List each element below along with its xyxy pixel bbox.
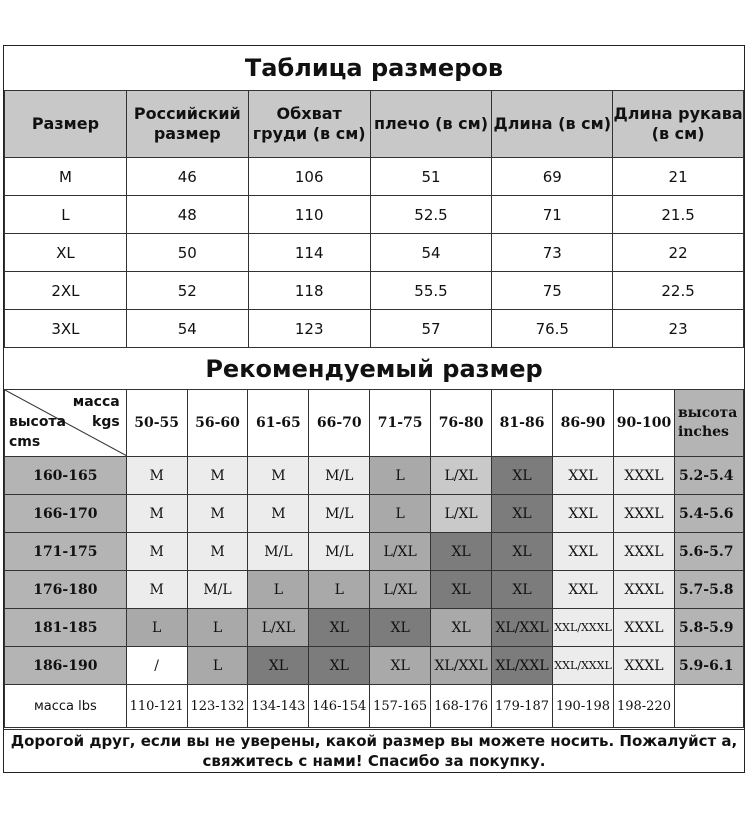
size-cell: 73: [492, 234, 613, 272]
size-cell: 48: [126, 196, 248, 234]
height-inches-cell: 5.2-5.4: [674, 457, 743, 495]
lbs-cell: 110-121: [126, 685, 187, 728]
recommended-size-cell: XXL/XXXL: [553, 647, 614, 685]
length-header: Длина (в см): [492, 91, 613, 158]
weight-col-header: 81-86: [492, 390, 553, 457]
recommend-row: [5, 609, 744, 647]
recommended-size-cell: L: [187, 609, 248, 647]
weight-col-header: 66-70: [309, 390, 370, 457]
recommended-size-cell: L/XL: [370, 533, 431, 571]
recommended-size-cell: M: [248, 457, 309, 495]
height-inches-cell: 5.9-6.1: [674, 647, 743, 685]
size-cell: 114: [248, 234, 370, 272]
recommended-size-cell: XXXL: [614, 609, 675, 647]
recommended-size-cell: L/XL: [431, 457, 492, 495]
recommended-size-cell: M/L: [309, 457, 370, 495]
recommended-size-cell: XL: [492, 533, 553, 571]
height-range-cell: 176-180: [5, 571, 127, 609]
recommended-size-cell: M: [126, 571, 187, 609]
size-header: Размер: [5, 91, 127, 158]
recommended-size-cell: L: [187, 647, 248, 685]
recommended-size-cell: M/L: [187, 571, 248, 609]
recommended-size-cell: L: [309, 571, 370, 609]
recommend-row: [5, 647, 744, 685]
recommended-size-cell: XL: [431, 533, 492, 571]
recommended-size-cell: XL: [370, 609, 431, 647]
size-cell: 22: [613, 234, 744, 272]
shoulder-header: плечо (в см): [370, 91, 492, 158]
recommended-size-cell: M/L: [309, 495, 370, 533]
size-cell: 51: [370, 158, 492, 196]
lbs-label: масса lbs: [5, 685, 127, 728]
recommended-size-cell: XL: [309, 647, 370, 685]
height-inches-cell: 5.6-5.7: [674, 533, 743, 571]
recommended-size-cell: XXXL: [614, 495, 675, 533]
size-cell: 110: [248, 196, 370, 234]
height-inches-cell: 5.7-5.8: [674, 571, 743, 609]
recommended-size-cell: M: [187, 457, 248, 495]
recommended-size-cell: XL/XXL: [431, 647, 492, 685]
size-cell: XL: [5, 234, 127, 272]
size-row: [5, 310, 744, 348]
size-cell: 50: [126, 234, 248, 272]
size-cell: 69: [492, 158, 613, 196]
lbs-cell: 134-143: [248, 685, 309, 728]
size-cell: 52: [126, 272, 248, 310]
size-cell: 76.5: [492, 310, 613, 348]
height-range-cell: 171-175: [5, 533, 127, 571]
recommended-size-cell: /: [126, 647, 187, 685]
size-cell: 46: [126, 158, 248, 196]
size-row: [5, 234, 744, 272]
size-cell: 123: [248, 310, 370, 348]
recommended-size-cell: XL: [370, 647, 431, 685]
lbs-cell: 198-220: [614, 685, 675, 728]
lbs-row: [5, 685, 744, 728]
recommended-size-cell: XXXL: [614, 533, 675, 571]
recommended-size-cell: M: [187, 533, 248, 571]
chest-header: Обхват груди (в см): [248, 91, 370, 158]
recommended-size-cell: XXL: [553, 495, 614, 533]
size-cell: 21.5: [613, 196, 744, 234]
size-cell: 55.5: [370, 272, 492, 310]
height-inches-cell: 5.4-5.6: [674, 495, 743, 533]
weight-col-header: 56-60: [187, 390, 248, 457]
recommended-size-cell: M: [126, 495, 187, 533]
recommended-size-cell: XXL: [553, 533, 614, 571]
size-table: [4, 90, 744, 348]
size-table-title: Таблица размеров: [244, 54, 504, 82]
size-cell: M: [5, 158, 127, 196]
size-row: [5, 196, 744, 234]
size-cell: 106: [248, 158, 370, 196]
recommended-size-cell: XXL/XXXL: [553, 609, 614, 647]
sleeve-header: Длина рукава (в см): [613, 91, 744, 158]
recommended-size-cell: L: [370, 495, 431, 533]
recommended-size-cell: L/XL: [248, 609, 309, 647]
recommended-size-cell: M: [187, 495, 248, 533]
weight-col-header: 76-80: [431, 390, 492, 457]
recommend-row: [5, 571, 744, 609]
recommend-row: [5, 495, 744, 533]
size-cell: 75: [492, 272, 613, 310]
recommended-size-cell: XL: [248, 647, 309, 685]
recommended-size-cell: XL: [492, 457, 553, 495]
weight-col-header: 90-100: [614, 390, 675, 457]
lbs-cell: 190-198: [553, 685, 614, 728]
size-cell: 52.5: [370, 196, 492, 234]
size-cell: 54: [370, 234, 492, 272]
recommend-table: [4, 389, 744, 728]
recommended-size-cell: XXL: [553, 457, 614, 495]
recommended-size-cell: L: [126, 609, 187, 647]
recommended-size-cell: M: [126, 457, 187, 495]
size-cell: 22.5: [613, 272, 744, 310]
corner-cell: [5, 390, 127, 457]
size-cell: L: [5, 196, 127, 234]
recommended-size-cell: M: [126, 533, 187, 571]
height-range-cell: 181-185: [5, 609, 127, 647]
recommended-size-cell: XL: [492, 571, 553, 609]
lbs-cell: 157-165: [370, 685, 431, 728]
height-range-cell: 166-170: [5, 495, 127, 533]
recommended-size-cell: XXXL: [614, 457, 675, 495]
recommended-size-cell: XL/XXL: [492, 609, 553, 647]
size-cell: 57: [370, 310, 492, 348]
height-inches-cell: 5.8-5.9: [674, 609, 743, 647]
size-cell: 2XL: [5, 272, 127, 310]
size-cell: 3XL: [5, 310, 127, 348]
recommended-size-cell: L/XL: [370, 571, 431, 609]
recommended-size-cell: XL: [431, 609, 492, 647]
recommend-row: [5, 533, 744, 571]
size-cell: 54: [126, 310, 248, 348]
size-cell: 23: [613, 310, 744, 348]
height-label: высота: [9, 414, 66, 430]
weight-col-header: 71-75: [370, 390, 431, 457]
recommended-size-cell: XL: [431, 571, 492, 609]
height-range-cell: 186-190: [5, 647, 127, 685]
size-cell: 21: [613, 158, 744, 196]
recommended-size-cell: XL: [309, 609, 370, 647]
size-cell: 118: [248, 272, 370, 310]
weight-col-header: 86-90: [553, 390, 614, 457]
recommended-size-cell: XXXL: [614, 647, 675, 685]
weight-label: масса: [72, 394, 120, 410]
size-row: [5, 272, 744, 310]
height-range-cell: 160-165: [5, 457, 127, 495]
lbs-empty-cell: [674, 685, 743, 728]
lbs-cell: 123-132: [187, 685, 248, 728]
footer-note: Дорогой друг, если вы не уверены, какой размер вы можете носить. Пожалуйст а, свяжитесь с нами! Спасибо за покупку.: [4, 729, 744, 772]
lbs-cell: 179-187: [492, 685, 553, 728]
cms-label: cms: [9, 434, 41, 450]
size-row: [5, 158, 744, 196]
weight-col-header: 61-65: [248, 390, 309, 457]
recommended-size-cell: M/L: [309, 533, 370, 571]
recommended-size-cell: L/XL: [431, 495, 492, 533]
size-cell: 71: [492, 196, 613, 234]
lbs-cell: 146-154: [309, 685, 370, 728]
recommended-size-cell: XXL: [553, 571, 614, 609]
weight-col-header: 50-55: [126, 390, 187, 457]
recommended-size-cell: M: [248, 495, 309, 533]
recommended-size-cell: XXXL: [614, 571, 675, 609]
recommended-size-cell: XL/XXL: [492, 647, 553, 685]
kgs-label: kgs: [92, 414, 120, 430]
recommended-size-cell: L: [248, 571, 309, 609]
recommended-size-cell: XL: [492, 495, 553, 533]
russian-size-header: Российский размер: [126, 91, 248, 158]
recommended-size-cell: L: [370, 457, 431, 495]
recommend-table-title: Рекомендуемый размер: [4, 347, 744, 390]
recommend-row: [5, 457, 744, 495]
inches-header: высота inches: [674, 390, 743, 457]
lbs-cell: 168-176: [431, 685, 492, 728]
recommended-size-cell: M/L: [248, 533, 309, 571]
size-chart-frame: [3, 45, 745, 773]
